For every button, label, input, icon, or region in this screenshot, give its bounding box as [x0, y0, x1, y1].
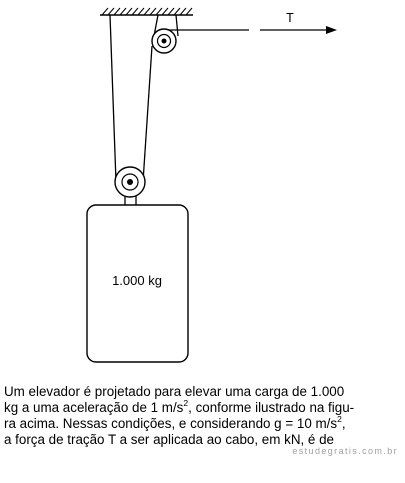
problem-line-3-b: ,: [341, 416, 346, 431]
rope: [110, 15, 249, 182]
problem-line-2-b: , conforme ilustrado na figu-: [188, 400, 355, 415]
exponent-2-b: 2: [337, 413, 342, 424]
movable-pulley: [115, 167, 145, 197]
exponent-2-a: 2: [183, 397, 189, 408]
problem-statement: [4, 384, 400, 448]
watermark: estudegratis.com.br: [292, 446, 398, 456]
ceiling-support: [100, 8, 193, 15]
load-label: 1.000 kg: [112, 273, 162, 288]
problem-line-4: a força de tração T a ser aplicada ao cabo, em kN, é de: [4, 432, 334, 447]
fixed-pulley: [152, 29, 176, 53]
tension-label: T: [286, 11, 294, 25]
tension-arrow: [260, 26, 337, 34]
problem-line-2-a: kg a uma aceleração de 1 m/s: [4, 400, 184, 415]
problem-line-1: Um elevador é projetado para elevar uma carga de 1.000: [4, 384, 345, 399]
problem-line-3-a: ra acima. Nessas condições, e considerando g = 10 m/s: [4, 416, 338, 431]
problem-line-3: [4, 413, 400, 432]
